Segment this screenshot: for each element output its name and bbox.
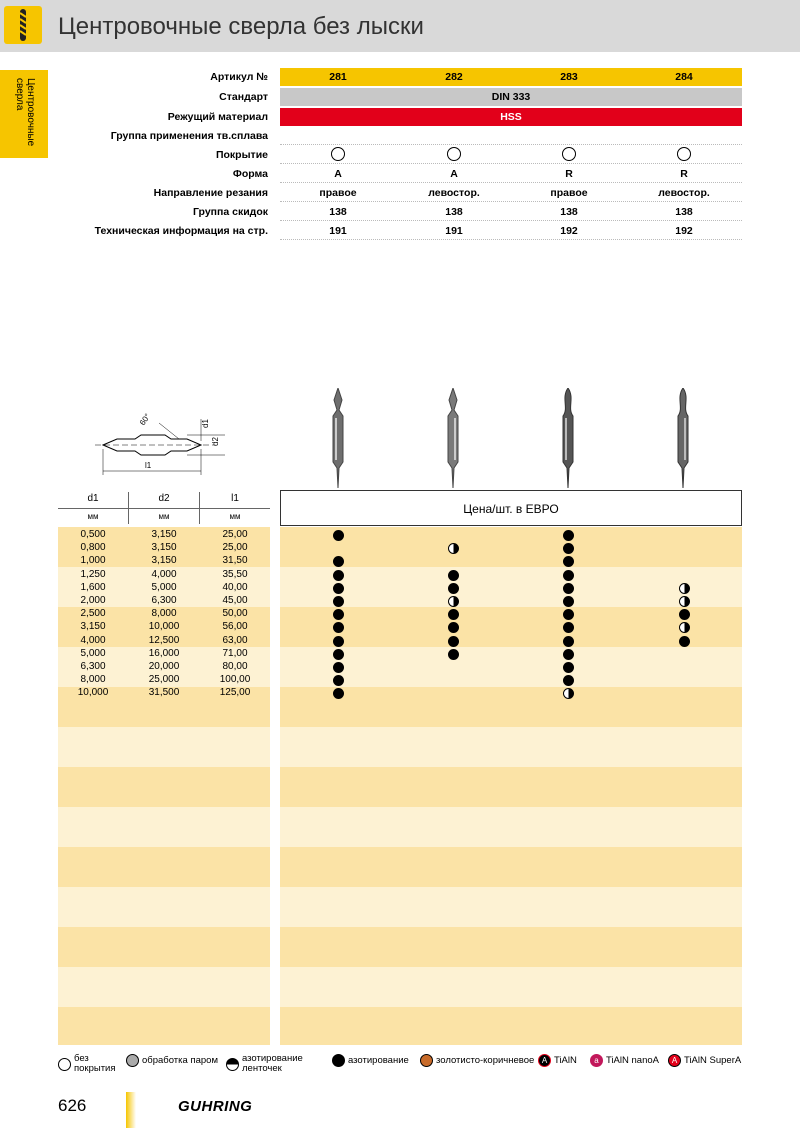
available-dot-icon[interactable] bbox=[333, 649, 344, 660]
available-dot-icon[interactable] bbox=[333, 583, 344, 594]
cell-d2: 20,000 bbox=[148, 661, 180, 672]
cell-l1: 125,00 bbox=[219, 687, 251, 699]
cell-d2: 25,000 bbox=[148, 674, 180, 686]
available-dot-icon[interactable] bbox=[563, 636, 574, 647]
legend-tialn-super: A TiAlN SuperA bbox=[668, 1054, 741, 1067]
techinfo-link[interactable]: 192 bbox=[675, 225, 693, 237]
form-value: R bbox=[680, 168, 688, 180]
direction-value: правое bbox=[550, 187, 588, 199]
cell-l1: 100,00 bbox=[219, 674, 251, 686]
carbide-label: Группа применения тв.сплава bbox=[110, 130, 268, 142]
table-row bbox=[58, 621, 270, 634]
cell-l1: 31,50 bbox=[222, 555, 248, 567]
page-number: 626 bbox=[58, 1096, 87, 1115]
cell-d1: 5,000 bbox=[80, 647, 106, 659]
col-header-d1: d1 bbox=[87, 493, 99, 504]
table-band bbox=[280, 967, 742, 1007]
material-label: Режущий материал bbox=[167, 111, 268, 123]
table-row bbox=[58, 687, 270, 700]
available-dot-icon[interactable] bbox=[448, 636, 459, 647]
drill-image-281 bbox=[323, 388, 353, 488]
available-dot-icon[interactable] bbox=[679, 636, 690, 647]
available-dot-icon[interactable] bbox=[563, 662, 574, 673]
table-row bbox=[58, 635, 270, 648]
cell-d2: 8,000 bbox=[151, 608, 177, 620]
available-dot-icon[interactable] bbox=[333, 596, 344, 607]
table-band bbox=[58, 727, 270, 767]
tialn-super-icon: A bbox=[668, 1054, 681, 1067]
drill-image-284 bbox=[668, 388, 698, 488]
cell-d2: 4,000 bbox=[151, 568, 177, 580]
table-band bbox=[280, 767, 742, 807]
col-header-d2: d2 bbox=[158, 493, 170, 504]
partial-availability-icon[interactable] bbox=[448, 596, 459, 607]
cell-l1: 50,00 bbox=[222, 608, 248, 620]
available-dot-icon[interactable] bbox=[563, 649, 574, 660]
table-row bbox=[58, 569, 270, 582]
drill-image-282 bbox=[438, 388, 468, 488]
table-band bbox=[58, 767, 270, 807]
spec-row-carbide bbox=[58, 127, 742, 145]
cell-l1: 25,00 bbox=[222, 542, 248, 554]
available-dot-icon[interactable] bbox=[448, 583, 459, 594]
partial-availability-icon[interactable] bbox=[679, 596, 690, 607]
table-row bbox=[58, 608, 270, 621]
coating-label: Покрытие bbox=[215, 149, 268, 161]
form-value: R bbox=[565, 168, 573, 180]
cell-d1: 1,600 bbox=[80, 581, 106, 593]
cell-d1: 4,000 bbox=[80, 634, 106, 646]
article-284: 284 bbox=[675, 71, 693, 83]
uncoated-icon bbox=[677, 147, 691, 161]
spec-row-material bbox=[58, 108, 742, 126]
table-band bbox=[280, 687, 742, 727]
available-dot-icon[interactable] bbox=[563, 570, 574, 581]
spec-row-article bbox=[58, 68, 742, 86]
legend-tialn: A TiAlN bbox=[538, 1054, 577, 1067]
table-band bbox=[58, 847, 270, 887]
cell-l1: 80,00 bbox=[222, 661, 248, 672]
cell-d1: 1,250 bbox=[80, 568, 106, 580]
diagram-d2-label: d2 bbox=[210, 437, 220, 446]
available-dot-icon[interactable] bbox=[333, 570, 344, 581]
standard-label: Стандарт bbox=[219, 91, 268, 103]
cell-l1: 63,00 bbox=[222, 634, 248, 646]
table-band bbox=[58, 807, 270, 847]
cell-d2: 16,000 bbox=[148, 647, 180, 659]
form-value: A bbox=[450, 168, 458, 180]
table-band bbox=[280, 607, 742, 647]
price-header-label: Цена/шт. в ЕВРО bbox=[463, 502, 559, 516]
legend-steam: обработка паром bbox=[126, 1054, 218, 1067]
legend-nitride-strip: азотирование ленточек bbox=[226, 1054, 322, 1074]
spec-row-standard bbox=[58, 88, 742, 106]
article-282: 282 bbox=[445, 71, 463, 83]
available-dot-icon[interactable] bbox=[563, 596, 574, 607]
table-band bbox=[58, 967, 270, 1007]
table-band bbox=[280, 647, 742, 687]
table-band bbox=[58, 887, 270, 927]
section-tab[interactable] bbox=[0, 70, 48, 158]
spec-row-coating bbox=[58, 146, 742, 164]
cell-d1: 0,500 bbox=[80, 529, 106, 540]
cell-d2: 3,150 bbox=[151, 529, 177, 540]
techinfo-link[interactable]: 191 bbox=[329, 225, 347, 237]
uncoated-icon bbox=[58, 1058, 71, 1071]
table-row bbox=[58, 529, 270, 542]
form-value: A bbox=[334, 168, 342, 180]
cell-l1: 71,00 bbox=[222, 647, 248, 659]
legend-tialn-nano: a TiAlN nanoA bbox=[590, 1054, 659, 1067]
cell-d1: 2,500 bbox=[80, 608, 106, 620]
spec-row-discount bbox=[58, 203, 742, 221]
table-band bbox=[280, 567, 742, 607]
cell-d2: 12,500 bbox=[148, 634, 180, 646]
diagram-d1-label: d1 bbox=[200, 419, 210, 428]
discount-value: 138 bbox=[560, 206, 578, 218]
techinfo-link[interactable]: 192 bbox=[560, 225, 578, 237]
diagram-l1-label: l1 bbox=[145, 461, 152, 470]
table-band bbox=[280, 847, 742, 887]
drill-bit-icon bbox=[4, 6, 42, 44]
table-row bbox=[58, 595, 270, 608]
tialn-nano-icon: a bbox=[590, 1054, 603, 1067]
cell-d1: 8,000 bbox=[80, 674, 106, 686]
drill-dimension-diagram bbox=[95, 411, 275, 475]
table-band bbox=[280, 527, 742, 567]
standard-value: DIN 333 bbox=[491, 91, 531, 103]
tialn-icon: A bbox=[538, 1054, 551, 1067]
discount-value: 138 bbox=[329, 206, 347, 218]
cell-d2: 3,150 bbox=[151, 542, 177, 554]
cell-d1: 6,300 bbox=[80, 661, 106, 672]
table-band bbox=[280, 927, 742, 967]
table-band bbox=[280, 727, 742, 767]
table-row bbox=[58, 674, 270, 687]
footer-accent-bar bbox=[126, 1092, 136, 1128]
techinfo-label: Техническая информация на стр. bbox=[94, 225, 268, 237]
diagram-angle-label: 60° bbox=[137, 411, 153, 428]
legend-nitride: азотирование bbox=[332, 1054, 409, 1067]
dimension-table-header bbox=[58, 490, 270, 526]
unit-l1: мм bbox=[229, 512, 241, 521]
table-band bbox=[280, 887, 742, 927]
table-row bbox=[58, 661, 270, 674]
cell-d2: 5,000 bbox=[151, 581, 177, 593]
table-row bbox=[58, 555, 270, 568]
table-band bbox=[280, 807, 742, 847]
price-header bbox=[280, 490, 742, 526]
available-dot-icon[interactable] bbox=[563, 530, 574, 541]
available-dot-icon[interactable] bbox=[333, 662, 344, 673]
direction-value: правое bbox=[319, 187, 357, 199]
direction-label: Направление резания bbox=[153, 187, 268, 199]
discount-label: Группа скидок bbox=[193, 206, 268, 218]
techinfo-link[interactable]: 191 bbox=[445, 225, 463, 237]
table-band bbox=[58, 1007, 270, 1045]
cell-l1: 25,00 bbox=[222, 529, 248, 540]
article-283: 283 bbox=[560, 71, 578, 83]
material-value: HSS bbox=[500, 111, 522, 123]
uncoated-icon bbox=[447, 147, 461, 161]
available-dot-icon[interactable] bbox=[448, 649, 459, 660]
available-dot-icon[interactable] bbox=[448, 570, 459, 581]
cell-d1: 1,000 bbox=[80, 555, 106, 567]
cell-d2: 10,000 bbox=[148, 621, 180, 633]
form-label: Форма bbox=[232, 168, 268, 180]
discount-value: 138 bbox=[445, 206, 463, 218]
uncoated-icon bbox=[331, 147, 345, 161]
cell-d1: 0,800 bbox=[80, 542, 106, 554]
cell-l1: 40,00 bbox=[222, 581, 248, 593]
legend-uncoated: без покрытия bbox=[58, 1054, 114, 1074]
unit-d2: мм bbox=[158, 512, 170, 521]
table-band bbox=[58, 927, 270, 967]
section-tab-label: Центровочные сверла bbox=[14, 78, 36, 147]
cell-l1: 45,00 bbox=[222, 595, 248, 606]
spec-row-form bbox=[58, 165, 742, 183]
brand-logo: GUHRING bbox=[178, 1098, 253, 1115]
table-band bbox=[280, 1007, 742, 1045]
gold-coating-icon bbox=[420, 1054, 433, 1067]
partial-availability-icon[interactable] bbox=[679, 583, 690, 594]
direction-value: левостор. bbox=[658, 187, 710, 199]
col-header-l1: l1 bbox=[231, 493, 239, 504]
nitride-strip-icon bbox=[226, 1058, 239, 1071]
table-row bbox=[58, 542, 270, 555]
unit-d1: мм bbox=[87, 512, 99, 521]
cell-d1: 2,000 bbox=[80, 595, 106, 606]
steam-treated-icon bbox=[126, 1054, 139, 1067]
available-dot-icon[interactable] bbox=[333, 530, 344, 541]
uncoated-icon bbox=[562, 147, 576, 161]
drill-image-283 bbox=[553, 388, 583, 488]
cell-l1: 35,50 bbox=[222, 568, 248, 580]
available-dot-icon[interactable] bbox=[563, 583, 574, 594]
cell-l1: 56,00 bbox=[222, 621, 248, 633]
cell-d2: 3,150 bbox=[151, 555, 177, 567]
table-row bbox=[58, 582, 270, 595]
discount-value: 138 bbox=[675, 206, 693, 218]
coating-legend bbox=[58, 1054, 758, 1078]
cell-d1: 3,150 bbox=[80, 621, 106, 633]
article-label: Артикул № bbox=[210, 71, 268, 83]
cell-d1: 10,000 bbox=[77, 687, 109, 699]
page-header bbox=[0, 0, 800, 52]
available-dot-icon[interactable] bbox=[333, 636, 344, 647]
page-title: Центровочные сверла без лыски bbox=[58, 13, 424, 40]
article-281: 281 bbox=[329, 71, 347, 83]
nitride-icon bbox=[332, 1054, 345, 1067]
cell-d2: 31,500 bbox=[148, 687, 180, 699]
cell-d2: 6,300 bbox=[151, 595, 177, 606]
direction-value: левостор. bbox=[428, 187, 480, 199]
spec-row-techinfo bbox=[58, 222, 742, 240]
spec-row-direction bbox=[58, 184, 742, 202]
table-row bbox=[58, 648, 270, 661]
legend-gold: золотисто-коричневое bbox=[420, 1054, 534, 1067]
